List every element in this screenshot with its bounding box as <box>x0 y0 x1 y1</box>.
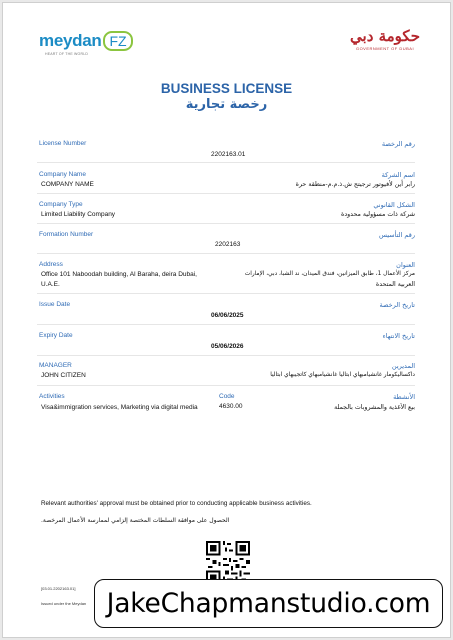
license-number-value: 2202163.01 <box>211 151 246 158</box>
expiry-date-value: 05/06/2026 <box>211 343 244 350</box>
manager-label-ar: المديرين <box>391 362 415 370</box>
address-value-ar-line2: العربية المتحدة <box>375 281 415 288</box>
license-number-label: License Number <box>39 140 87 147</box>
approval-notice-en: Relevant authorities' approval must be obtained prior to conducting applicable business activities. <box>41 500 312 507</box>
company-name-label: Company Name <box>39 171 86 178</box>
company-name-value: COMPANY NAME <box>41 181 94 188</box>
divider <box>37 162 415 163</box>
activities-label: Activities <box>39 393 65 400</box>
government-of-dubai-logo <box>350 27 420 51</box>
document-title-ar: رخصة تجارية <box>185 97 268 112</box>
footer-reference: [03.01.2202163.01] <box>41 586 76 591</box>
issue-date-label: Issue Date <box>39 301 71 308</box>
divider <box>37 223 415 224</box>
expiry-date-label-ar: تاريخ الانتهاء <box>382 332 415 340</box>
gov-english-wordmark: GOVERNMENT OF DUBAI <box>355 46 415 51</box>
manager-value: JOHN CITIZEN <box>41 372 86 379</box>
manager-label: MANAGER <box>39 362 72 369</box>
formation-number-value: 2202163 <box>215 241 241 248</box>
company-type-value-ar: شركة ذات مسؤولية محدودة <box>341 211 415 218</box>
license-number-label-ar: رقم الرخصة <box>381 140 415 148</box>
company-type-label-ar: الشكل القانوني <box>373 201 415 209</box>
company-name-value-ar: رابر أين لأفيوتور ترجيتج ش.ذ.م.م-منطقة حرة <box>295 181 415 188</box>
company-type-value: Limited Liability Company <box>41 211 116 218</box>
manager-value-ar: داكساليكومار غانشيامبهاي ابتاليا غانشيامبهاي كاتجيبهاي ابتاليا <box>270 372 415 378</box>
meydan-fz-logo <box>39 31 133 56</box>
address-value-line2: U.A.E. <box>41 281 60 288</box>
address-value-line1: Office 101 Naboodah building, Al Baraha, deira Dubai, <box>41 271 197 278</box>
divider <box>37 193 415 194</box>
address-value-ar-line1: مركز الأعمال 1، طابق الميزانين، فندق الميدان، ند الشبا، دبي، الإمارات <box>244 271 415 277</box>
footer-issued-under: Issued under the Meydan <box>41 601 87 606</box>
formation-number-label-ar: رقم التأسيس <box>378 231 415 239</box>
meydan-tagline: HEART OF THE WORLD <box>45 52 89 56</box>
activities-value-ar: بيع الأغذية والمشروبات بالجملة <box>334 404 415 411</box>
divider <box>37 355 415 356</box>
address-label-ar: العنوان <box>396 261 415 269</box>
activity-code-value: 4630.00 <box>219 403 243 410</box>
license-document <box>2 2 451 638</box>
expiry-date-label: Expiry Date <box>39 332 73 339</box>
divider <box>37 385 415 386</box>
activity-code-label: Code <box>219 393 235 400</box>
meydan-wordmark: meydan <box>39 31 102 50</box>
watermark-banner: JakeChapmanstudio.com <box>94 579 443 628</box>
activities-value: Visa&immigration services, Marketing via digital media <box>41 404 198 411</box>
divider <box>37 253 415 254</box>
approval-notice-ar: الحصول على موافقة السلطات المختصة إلزامي لممارسة الأعمال المرخصة. <box>41 517 230 524</box>
activities-label-ar: الأنشطة <box>393 393 415 401</box>
gov-arabic-wordmark: حكومة دبي <box>350 27 420 45</box>
address-label: Address <box>39 261 63 268</box>
fz-badge: FZ <box>103 31 132 51</box>
company-name-label-ar: اسم الشركة <box>381 171 415 179</box>
divider <box>37 293 415 294</box>
document-title-en: BUSINESS LICENSE <box>160 81 293 96</box>
issue-date-label-ar: تاريخ الرخصة <box>379 301 415 309</box>
company-type-label: Company Type <box>39 201 83 208</box>
issue-date-value: 06/06/2025 <box>211 312 244 319</box>
divider <box>37 324 415 325</box>
formation-number-label: Formation Number <box>39 231 94 238</box>
